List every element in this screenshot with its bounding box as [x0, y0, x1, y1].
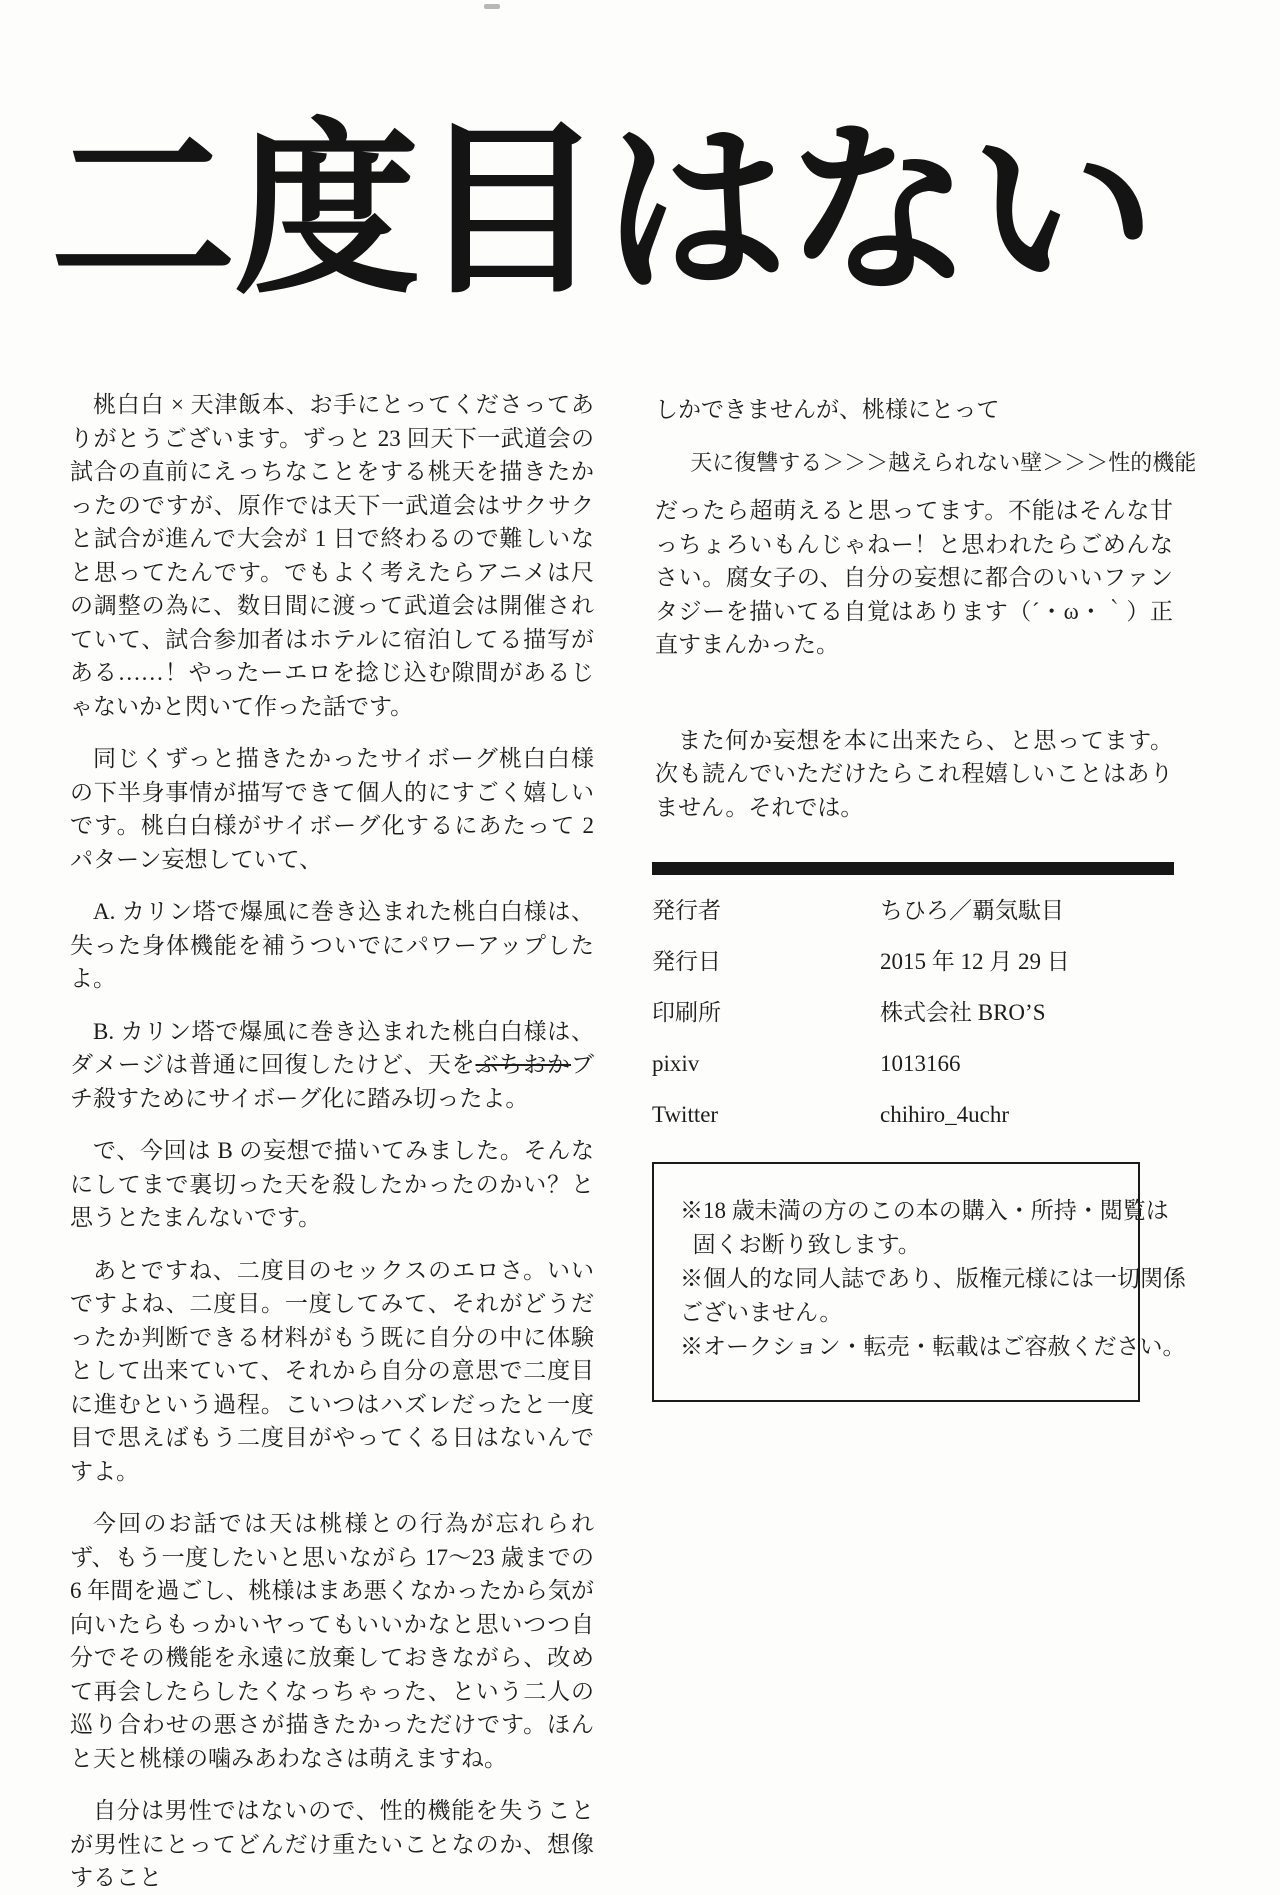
- colophon-label: pixiv: [652, 1051, 700, 1076]
- paragraph-closing-left: 自分は男性ではないので、性的機能を失うことが男性にとってどんだけ重たいことなのか、想像すること: [70, 1798, 594, 1890]
- paragraph-pattern-b: [70, 1015, 594, 1116]
- colophon-value: ちひろ／覇気駄目: [880, 898, 1064, 923]
- colophon-label: 印刷所: [652, 1000, 721, 1025]
- colophon: [652, 862, 1174, 1151]
- colophon-row-date: [652, 947, 1174, 998]
- disclaimer-line: 固くお断り致します。: [692, 1232, 921, 1257]
- colophon-value: chihiro_4uchr: [880, 1102, 1010, 1127]
- pattern-b-post: ブチ殺すためにサイボーグ化に踏み切ったよ。: [70, 1052, 594, 1111]
- paragraph-intro: 桃白白 × 天津飯本、お手にとってくださってありがとうございます。ずっと 23 回天下一武道会の試合の直前にえっちなことをする桃天を描きたかったのですが、原作では天下一武道会はサクサクと試合が進んで大会が 1 日で終わるので難しいなと思ってたんです。でもよく考えたらアニメは尺の調整の為に、数日間に渡って武道会は開催されていて、試合参加者はホテルに宿泊してる描写がある……！やったーエロを捻じ込む隙間があるじゃないかと閃いて作った話です。: [70, 392, 594, 719]
- right-text-column: [655, 393, 1197, 843]
- colophon-row-printer: [652, 998, 1174, 1049]
- disclaimer-box: [652, 1162, 1186, 1402]
- paragraph-second-time: あとですね、二度目のセックスのエロさ。いいですよね、二度目。一度してみて、それがどうだったか判断できる材料がもう既に自分の中に体験として出来ていて、それから自分の意思で二度目に進むという過程。こいつはハズレだったと一度目で思えばもう二度目がやってくる日はないんですよ。: [70, 1257, 594, 1484]
- paragraph-choice-b: で、今回は B の妄想で描いてみました。そんなにしてまで裏切った天を殺したかったのかい？と思うとたまんないです。: [70, 1138, 594, 1230]
- colophon-value: 株式会社 BRO’S: [880, 1000, 1046, 1025]
- colophon-row-publisher: [652, 896, 1174, 947]
- disclaimer-line: ございません。: [680, 1300, 843, 1325]
- emphasis-line: 天に復讐する＞＞＞越えられない壁＞＞＞性的機能: [690, 449, 1197, 475]
- paragraph-story-setup: 今回のお話では天は桃様との行為が忘れられず、もう一度したいと思いながら 17～23 歳までの 6 年間を過ごし、桃様はまあ悪くなかったから気が向いたらもっかいヤってもいいかなと思いつつ自分でその機能を永遠に放棄しておきながら、改めて再会したらしたくなっちゃった、という二人の巡り合わせの悪さが描きたかっただけです。ほんと天と桃様の噛みあわなさは萌えますね。: [70, 1511, 594, 1771]
- colophon-row-twitter: [652, 1100, 1174, 1151]
- colophon-value: 1013166: [880, 1051, 961, 1076]
- colophon-label: 発行日: [652, 949, 721, 974]
- pattern-b-strikethrough: ぶちおか: [475, 1052, 571, 1077]
- page-title: 二度目はない: [50, 108, 1155, 315]
- paragraph-apology: だったら超萌えると思ってます。不能はそんな甘っちょろいもんじゃねー！と思われたらごめんなさい。腐女子の、自分の妄想に都合のいいファンタジーを描いてる自覚はあります（´・ω・｀）正直すまんかった。: [655, 498, 1173, 657]
- colophon-divider-bar: [652, 862, 1174, 875]
- disclaimer-line: ※個人的な同人誌であり、版権元様には一切関係: [680, 1266, 1186, 1291]
- paragraph-cyborg: 同じくずっと描きたかったサイボーグ桃白白様の下半身事情が描写できて個人的にすごく嬉しいです。桃白白様がサイボーグ化するにあたって 2 パターン妄想していて、: [70, 746, 594, 872]
- disclaimer-line: ※オークション・転売・転載はご容赦ください。: [680, 1334, 1186, 1359]
- disclaimer-line: ※18 歳未満の方のこの本の購入・所持・閲覧は: [680, 1198, 1169, 1223]
- scan-artifact: [484, 4, 500, 9]
- colophon-row-pixiv: [652, 1049, 1174, 1100]
- colophon-label: 発行者: [652, 898, 721, 923]
- paragraph-pattern-a: A. カリン塔で爆風に巻き込まれた桃白白様は、失った身体機能を補うついでにパワーアップしたよ。: [70, 899, 594, 991]
- colophon-value: 2015 年 12 月 29 日: [880, 949, 1070, 974]
- paragraph-farewell: また何か妄想を本に出来たら、と思ってます。次も読んでいただけたらこれ程嬉しいことはありません。それでは。: [655, 727, 1173, 820]
- pattern-b-pre: B. カリン塔で爆風に巻き込まれた桃白白様は、ダメージは普通に回復したけど、天を: [70, 1018, 594, 1077]
- left-text-column: [70, 388, 594, 1895]
- paragraph-continuation: しかできませんが、桃様にとって: [655, 397, 1000, 422]
- colophon-label: Twitter: [652, 1102, 719, 1127]
